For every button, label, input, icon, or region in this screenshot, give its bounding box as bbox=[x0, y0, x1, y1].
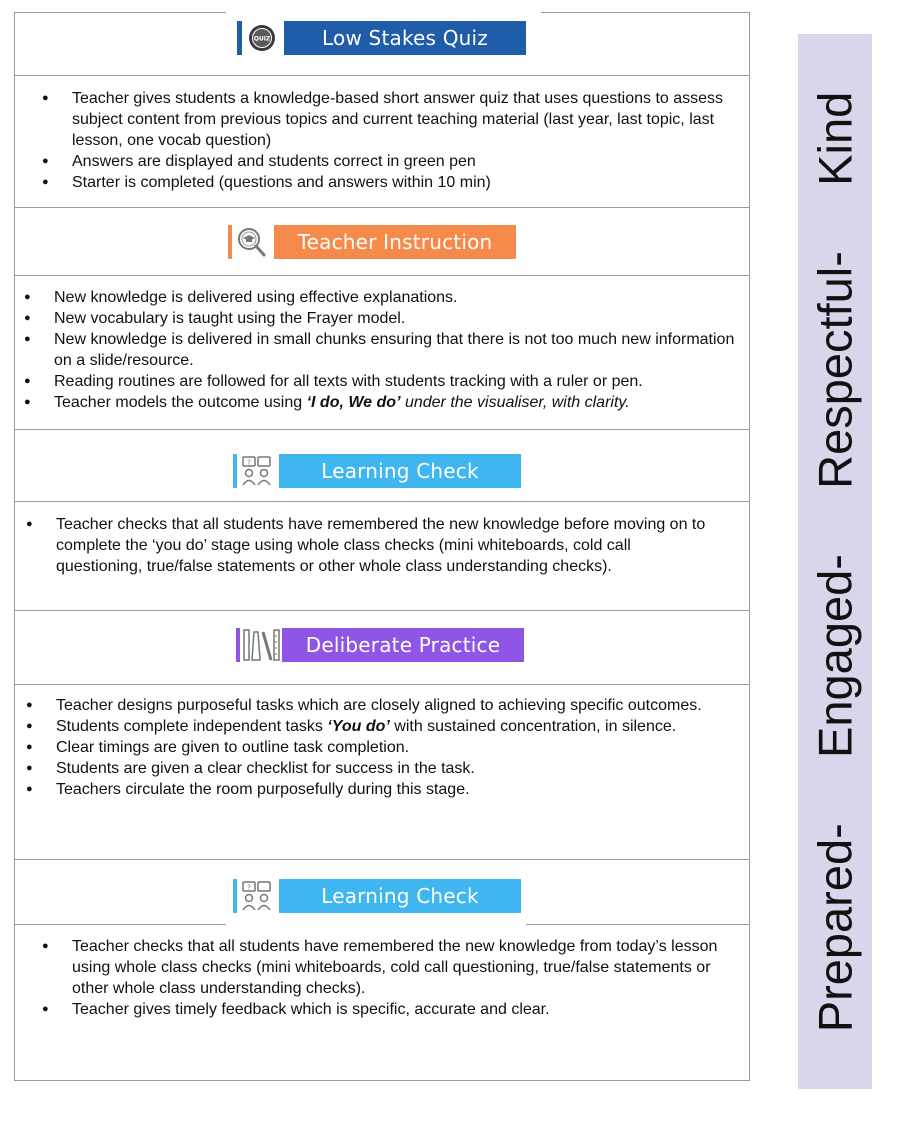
divider bbox=[14, 501, 750, 502]
people-questions-icon bbox=[233, 454, 279, 488]
divider bbox=[14, 207, 750, 208]
emphasis-text: ‘You do’ bbox=[327, 718, 390, 735]
list-item: ● Starter is completed (questions and answers within 10 min) bbox=[40, 172, 730, 193]
section-title: Learning Check bbox=[279, 879, 521, 913]
list-item: ● New knowledge is delivered using effective explanations. bbox=[22, 287, 752, 308]
pencils-ruler-icon bbox=[236, 628, 282, 662]
list-item: ● Teacher gives timely feedback which is specific, accurate and clear. bbox=[40, 999, 740, 1020]
list-item: ● Teacher gives students a knowledge-based short answer quiz that uses questions to assess subject content from previous topics and current teaching material (last year, last topic, last lesson, one vocab question) bbox=[40, 88, 730, 151]
list-item: ● Teacher checks that all students have remembered the new knowledge from today’s lesson using whole class checks (mini whiteboards, cold call questioning, true/false statements or other whole class understanding checks). bbox=[40, 936, 740, 999]
learning-check-list bbox=[24, 514, 714, 577]
divider bbox=[14, 684, 750, 685]
list-item bbox=[24, 716, 736, 737]
learning-check-list-2 bbox=[40, 936, 740, 1020]
low-stakes-quiz-list bbox=[40, 88, 730, 193]
learning-check-banner-2 bbox=[233, 879, 521, 913]
low-stakes-quiz-banner bbox=[237, 21, 526, 55]
list-item bbox=[22, 392, 752, 413]
teacher-instruction-banner bbox=[228, 225, 516, 259]
svg-text:?: ? bbox=[247, 458, 251, 467]
text-run: Teacher models the outcome using bbox=[54, 394, 307, 411]
list-item: ● Students are given a clear checklist for success in the task. bbox=[24, 758, 736, 779]
section-title: Teacher Instruction bbox=[274, 225, 516, 259]
school-values-text: Prepared- Engaged- Respectful- Kind bbox=[808, 91, 862, 1032]
teacher-instruction-list bbox=[22, 287, 752, 413]
section-title: Deliberate Practice bbox=[282, 628, 524, 662]
svg-text:QUIZ: QUIZ bbox=[253, 35, 271, 43]
text-run: with sustained concentration, in silence. bbox=[389, 718, 677, 735]
text-run: Students complete independent tasks bbox=[56, 718, 328, 735]
list-item: ● New knowledge is delivered in small chunks ensuring that there is not too much new information on a slide/resource. bbox=[22, 329, 752, 371]
list-item: ● Teacher designs purposeful tasks which are closely aligned to achieving specific outcomes. bbox=[24, 695, 736, 716]
divider bbox=[14, 859, 750, 860]
people-questions-icon bbox=[233, 879, 279, 913]
list-item: ● Answers are displayed and students correct in green pen bbox=[40, 151, 730, 172]
text-run: under the visualiser, with clarity. bbox=[400, 394, 630, 411]
divider bbox=[14, 610, 750, 611]
list-item: ● Teachers circulate the room purposefully during this stage. bbox=[24, 779, 736, 800]
list-item: ● New vocabulary is taught using the Frayer model. bbox=[22, 308, 752, 329]
divider bbox=[14, 75, 750, 76]
magnifier-graduation-cap-icon bbox=[228, 225, 274, 259]
section-title: Low Stakes Quiz bbox=[284, 21, 526, 55]
deliberate-practice-list bbox=[24, 695, 736, 800]
learning-check-banner bbox=[233, 454, 521, 488]
list-item: ● Clear timings are given to outline task completion. bbox=[24, 737, 736, 758]
list-item: ● Teacher checks that all students have remembered the new knowledge before moving on to complete the ‘you do’ stage using whole class checks (mini whiteboards, cold call questioning, true/false statements or other whole class understanding checks). bbox=[24, 514, 714, 577]
list-item: ● Reading routines are followed for all texts with students tracking with a ruler or pen. bbox=[22, 371, 752, 392]
divider bbox=[14, 275, 750, 276]
divider bbox=[14, 429, 750, 430]
svg-text:?: ? bbox=[247, 883, 251, 892]
school-values-sidebar bbox=[798, 34, 872, 1089]
deliberate-practice-banner bbox=[236, 628, 524, 662]
quiz-badge-icon bbox=[237, 21, 284, 55]
section-title: Learning Check bbox=[279, 454, 521, 488]
emphasis-text: ‘I do, We do’ bbox=[306, 394, 401, 411]
